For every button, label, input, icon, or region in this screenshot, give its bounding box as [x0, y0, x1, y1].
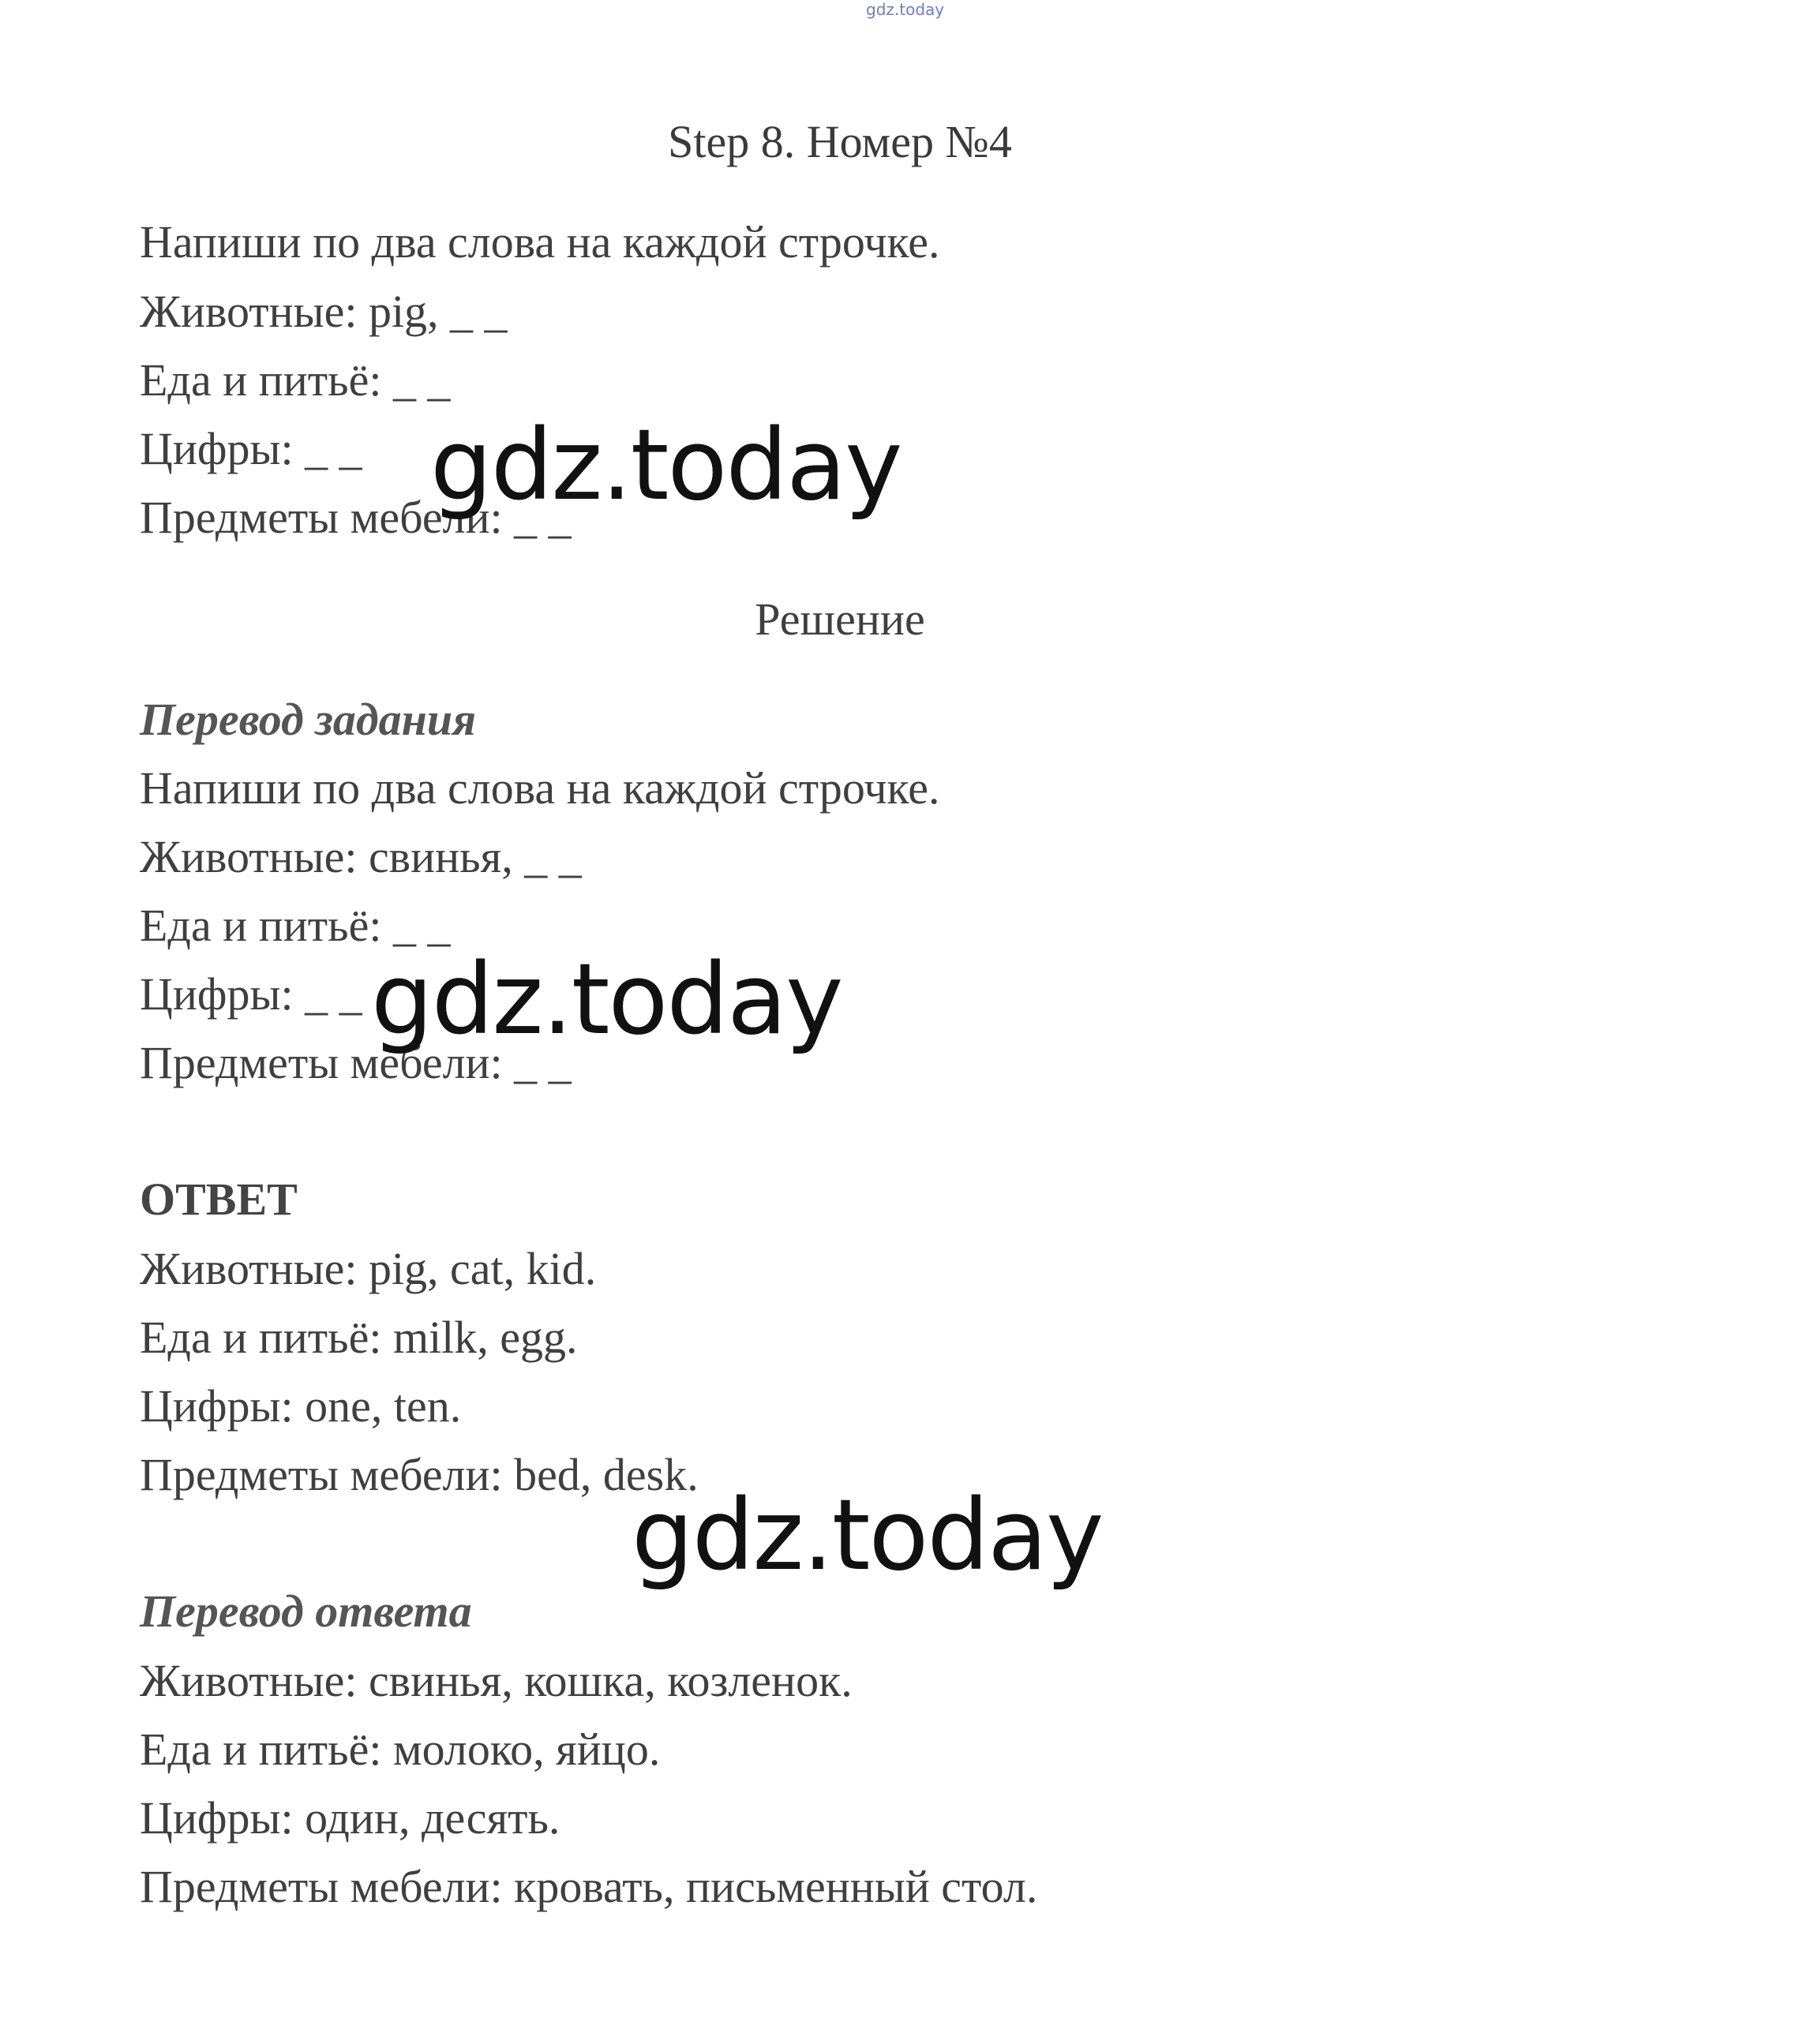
- page-title: Step 8. Номер №4: [668, 116, 1012, 167]
- translation-answer-animals: Животные: свинья, кошка, козленок.: [140, 1655, 853, 1706]
- watermark-2: gdz.today: [371, 943, 842, 1057]
- watermark-3: gdz.today: [632, 1479, 1103, 1593]
- translation-answer-furniture: Предметы мебели: кровать, письменный стол.: [140, 1861, 1038, 1912]
- translation-task-numbers: Цифры: _ _: [140, 968, 362, 1020]
- translation-task-food: Еда и питьё: _ _: [140, 900, 451, 951]
- answer-numbers: Цифры: one, ten.: [140, 1380, 462, 1432]
- answer-furniture: Предметы мебели: bed, desk.: [140, 1449, 699, 1500]
- task-numbers: Цифры: _ _: [140, 423, 362, 474]
- task-instruction: Напиши по два слова на каждой строчке.: [140, 216, 940, 268]
- task-animals: Животные: pig, _ _: [140, 286, 508, 337]
- translation-task-instruction: Напиши по два слова на каждой строчке.: [140, 762, 940, 814]
- answer-heading: ОТВЕТ: [140, 1174, 298, 1225]
- task-food: Еда и питьё: _ _: [140, 354, 451, 406]
- translation-answer-numbers: Цифры: один, десять.: [140, 1792, 560, 1844]
- answer-animals: Животные: pig, cat, kid.: [140, 1243, 597, 1294]
- watermark-1: gdz.today: [430, 409, 902, 522]
- answer-food: Еда и питьё: milk, egg.: [140, 1312, 578, 1363]
- top-watermark: gdz.today: [866, 0, 945, 19]
- translation-task-heading: Перевод задания: [140, 694, 476, 745]
- solution-heading: Решение: [755, 593, 925, 645]
- task-furniture: Предметы мебели: _ _: [140, 492, 572, 543]
- translation-task-furniture: Предметы мебели: _ _: [140, 1037, 572, 1088]
- translation-task-animals: Животные: свинья, _ _: [140, 831, 582, 882]
- translation-answer-heading: Перевод ответа: [140, 1585, 472, 1637]
- translation-answer-food: Еда и питьё: молоко, яйцо.: [140, 1724, 661, 1775]
